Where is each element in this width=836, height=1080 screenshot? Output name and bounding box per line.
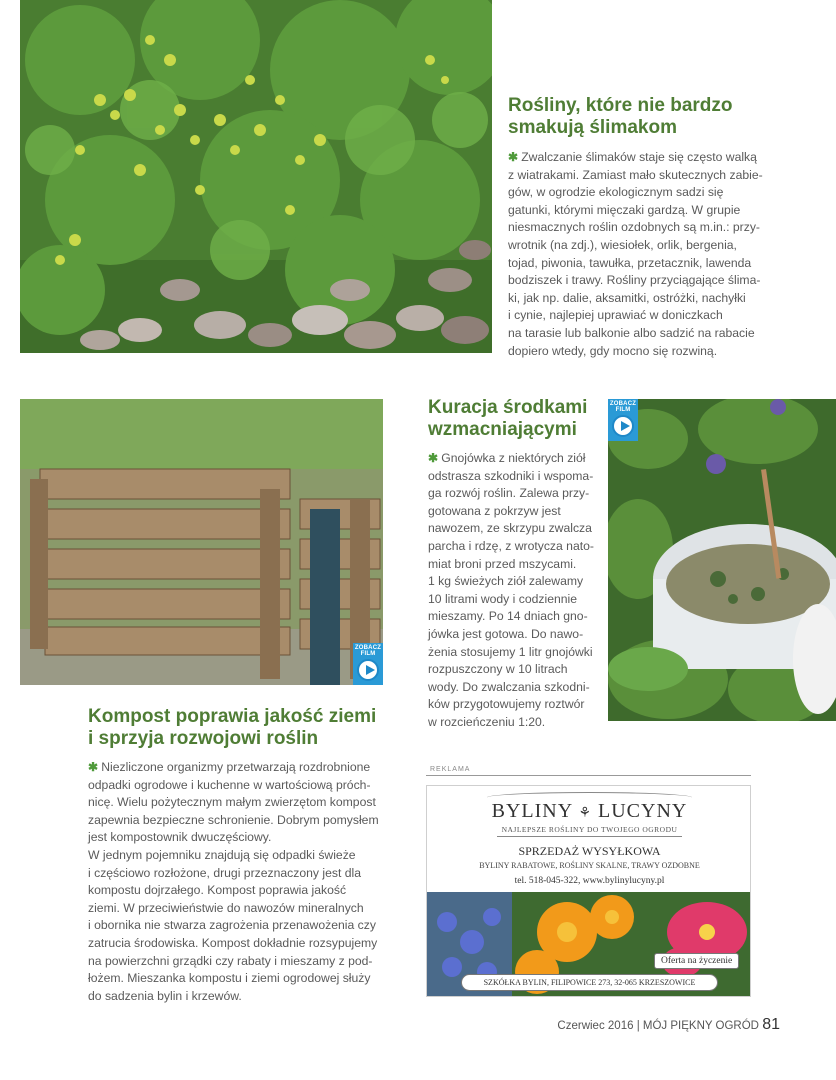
ad-address: SZKÓŁKA BYLIN, FILIPOWICE 273, 32-065 KRZESZOWICE <box>461 974 718 991</box>
kuracja-title: Kuracja środkami wzmacniającymi <box>428 397 588 440</box>
ad-products: BYLINY RABATOWE, ROŚLINY SKALNE, TRAWY OZDOBNE <box>479 861 700 870</box>
slimaki-section <box>508 95 828 360</box>
play-icon <box>612 415 634 437</box>
asterisk-icon: ✱ <box>428 451 439 465</box>
play-icon <box>357 659 379 681</box>
footer-magazine: MÓJ PIĘKNY OGRÓD <box>642 1020 759 1032</box>
ad-offer-badge: Oferta na życzenie <box>654 953 739 969</box>
page-number: 81 <box>762 1016 780 1033</box>
kuracja-body: ✱ Gnojówka z niektórych ziół odstrasza szkodniki i wspoma- ga rozwój roślin. Zalewa przy- gotowana z pokrzyw jest nawozem, ze skrzypu zwalcza parcha i rdzę, z wrotycza nato- miat broni przed mszycami. 1 kg świeżych ziół zalewamy 10 litrami wody i codziennie mieszamy. Po 14 dniach gno- jówka jest gotowa. Do nawo- żenia stosujemy 1 litr gnojówki rozpuszczony w 10 litrach wody. Do zwalczania szkodni- ków przygotowujemy roztwór w rozcieńczeniu 1:20. <box>428 451 594 729</box>
advertisement[interactable] <box>426 785 751 997</box>
kompost-title: Kompost poprawia jakość ziemi i sprzyja rozwojowi roślin <box>88 706 377 749</box>
slimaki-title: Rośliny, które nie bardzo smakują ślimakom <box>508 95 733 138</box>
asterisk-icon: ✱ <box>508 150 519 164</box>
video-badge-compost[interactable]: ZOBACZ FILM <box>354 645 382 681</box>
footer-separator: | <box>636 1020 640 1032</box>
ad-divider <box>426 775 751 776</box>
kuracja-section <box>428 397 603 732</box>
ad-tagline: NAJLEPSZE ROŚLINY DO TWOJEGO OGRODU <box>501 825 678 834</box>
lady-mantle-photo <box>20 0 492 353</box>
asterisk-icon: ✱ <box>88 760 99 774</box>
kompost-body: ✱ Niezliczone organizmy przetwarzają rozdrobnione odpadki ogrodowe i kuchenne w wartościową próch- nicę. Wielu pożytecznym małym zwierzętom kompost zapewnia bezpieczne schronienie. Dobrym pomysłem jest kompostownik dwuczęściowy. W jednym pojemniku znajdują się odpadki świeże i częściowo rozłożone, drugi przeznaczony jest dla kompostu dojrzałego. Kompost poprawia jakość ziemi. W przeciwieństwie do nawozów mineralnych i obornika nie stwarza zagrożenia przenawożenia czy zatrucia środowiska. Kompost dokładnie rozsypujemy na powierzchni grządki czy rabaty i mieszamy z pod- łożem. Mieszanka kompostu i ziemi ogrodowej służy do sadzenia bylin i krzewów. <box>88 760 379 1003</box>
herbal-pot-photo <box>608 399 836 721</box>
kompost-section <box>88 706 408 1005</box>
video-badge-kuracja[interactable]: ZOBACZ FILM <box>609 401 637 437</box>
page-footer <box>557 1016 780 1034</box>
ad-brand: BYLINY ⚘ LUCYNY <box>491 800 688 822</box>
footer-issue: Czerwiec 2016 <box>557 1020 634 1032</box>
ad-sale: SPRZEDAŻ WYSYŁKOWA <box>518 844 661 858</box>
compost-bin-photo <box>20 399 383 685</box>
watering-can-icon: ⚘ <box>578 806 593 821</box>
ad-contact[interactable]: tel. 518-045-322, www.bylinylucyny.pl <box>514 876 665 886</box>
ad-label: REKLAMA <box>430 766 471 773</box>
slimaki-body: ✱ Zwalczanie ślimaków staje się często walką z wiatrakami. Zamiast mało skutecznych zabie- gów, w ogrodzie ekologicznym sadzi się gatunki, którymi mięczaki gardzą. W grupie niesmacznych roślin ozdobnych są m.in.: przy- wrotnik (na zdj.), wiesiołek, orlik, bergenia, tojad, piwonia, tawułka, przetacznik, lawenda bodziszek i trawy. Rośliny przyciągające ślima- ki, jak np. dalie, aksamitki, ostróżki, nachyłki i cynie, najlepiej uprawiać w doniczkach na tarasie lub balkonie albo sadzić na rabacie dopiero wtedy, gdy mocno się rozwiną. <box>508 150 763 358</box>
